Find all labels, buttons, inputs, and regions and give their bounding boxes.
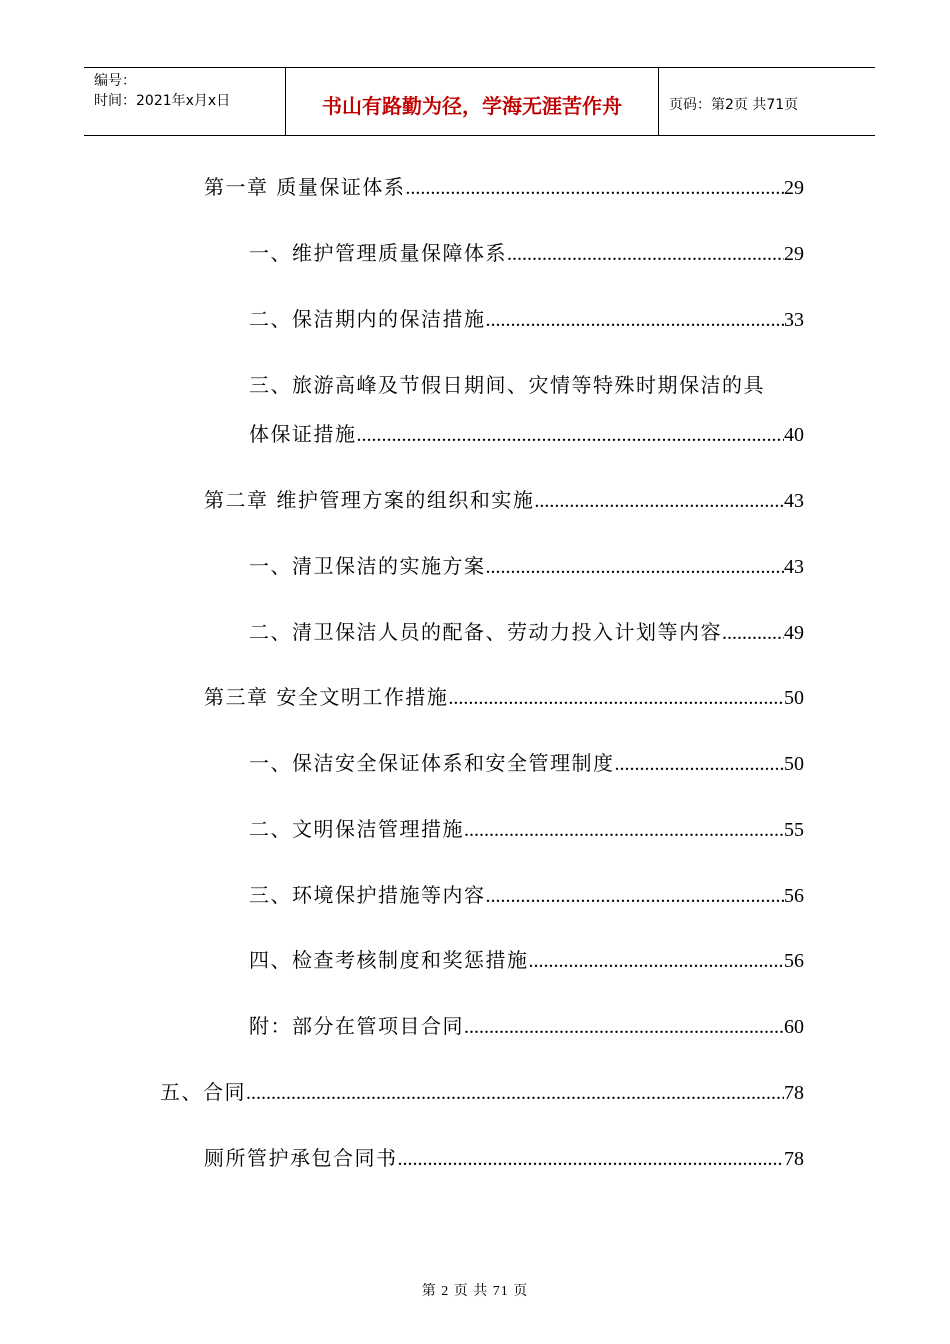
toc-entry[interactable] — [249, 551, 804, 581]
toc-entry[interactable] — [160, 1077, 804, 1107]
header-page-info: 页码：第2页 共71页 — [669, 96, 799, 113]
page-footer: 第 2 页 共 71 页 — [421, 1284, 529, 1299]
toc-entry-title: 四、检查考核制度和奖惩措施 — [249, 948, 529, 972]
toc-entry-page: 78 — [784, 1148, 804, 1170]
toc-leader-dots — [464, 815, 784, 845]
toc-entry-title: 二、清卫保洁人员的配备、劳动力投入计划等内容 — [249, 620, 722, 644]
toc-entry-page: 50 — [784, 687, 804, 709]
toc-entry[interactable] — [249, 1011, 804, 1041]
toc-entry-title: 二、文明保洁管理措施 — [249, 817, 464, 841]
toc-entry[interactable] — [249, 880, 804, 910]
toc-leader-dots — [486, 305, 785, 335]
toc-entry[interactable] — [249, 814, 804, 844]
toc-leader-dots — [405, 173, 784, 203]
toc-entry[interactable] — [249, 617, 804, 647]
toc-entry-page: 43 — [784, 490, 804, 512]
toc-entry-page: 29 — [784, 243, 804, 265]
toc-entry-title: 二、保洁期内的保洁措施 — [249, 307, 486, 331]
toc-entry-title: 附：部分在管项目合同 — [249, 1014, 464, 1038]
toc-entry-page: 40 — [784, 424, 804, 446]
toc-entry[interactable] — [204, 172, 804, 202]
toc-entry-title: 第二章 维护管理方案的组织和实施 — [204, 488, 535, 512]
toc-leader-dots — [357, 420, 785, 450]
toc-entry-page: 78 — [784, 1082, 804, 1104]
toc-entry[interactable] — [204, 485, 804, 515]
toc-entry[interactable] — [249, 304, 804, 334]
toc-entry[interactable] — [249, 419, 804, 449]
toc-entry[interactable] — [204, 682, 804, 712]
toc-leader-dots — [246, 1078, 784, 1108]
toc-leader-dots — [486, 881, 785, 911]
toc-entry-title: 一、保洁安全保证体系和安全管理制度 — [249, 751, 615, 775]
header-meta — [84, 68, 286, 135]
toc-entry[interactable] — [249, 945, 804, 975]
toc-entry-title: 厕所管护承包合同书 — [204, 1146, 398, 1170]
toc-entry-page: 56 — [784, 950, 804, 972]
toc-entry-page: 33 — [784, 309, 804, 331]
toc-entry-title: 一、维护管理质量保障体系 — [249, 241, 507, 265]
time-label: 时间：2021年x月x日 — [94, 93, 231, 109]
toc-leader-dots — [486, 552, 785, 582]
toc-leader-dots — [464, 1012, 784, 1042]
number-label: 编号： — [94, 73, 136, 89]
toc-entry-title: 第三章 安全文明工作措施 — [204, 685, 449, 709]
page-header — [84, 67, 875, 136]
toc-entry[interactable] — [204, 1143, 804, 1173]
toc-entry-title: 第一章 质量保证体系 — [204, 175, 406, 199]
toc-entry-page: 43 — [784, 556, 804, 578]
toc-entry-title: 一、清卫保洁的实施方案 — [249, 554, 486, 578]
toc-entry-title: 三、环境保护措施等内容 — [249, 883, 486, 907]
toc-entry[interactable] — [249, 748, 804, 778]
toc-entry[interactable] — [249, 238, 804, 268]
toc-entry-title: 五、合同 — [160, 1080, 246, 1104]
toc-entry-page: 49 — [784, 622, 804, 644]
toc-entry-page: 60 — [784, 1016, 804, 1038]
header-motto: 书山有路勤为径，学海无涯苦作舟 — [286, 68, 659, 135]
toc-entry-page: 56 — [784, 885, 804, 907]
toc-leader-dots — [507, 239, 784, 269]
toc-entry-title-line1[interactable]: 三、旅游高峰及节假日期间、灾情等特殊时期保洁的具 — [249, 373, 765, 397]
toc-entry-page: 29 — [784, 177, 804, 199]
toc-entry-page: 50 — [784, 753, 804, 775]
toc-leader-dots — [529, 946, 785, 976]
toc-leader-dots — [722, 618, 784, 648]
toc-leader-dots — [398, 1144, 785, 1174]
toc-entry-title: 体保证措施 — [249, 422, 357, 446]
toc-leader-dots — [615, 749, 785, 779]
toc-leader-dots — [534, 486, 784, 516]
toc-entry-page: 55 — [784, 819, 804, 841]
toc-leader-dots — [448, 683, 784, 713]
